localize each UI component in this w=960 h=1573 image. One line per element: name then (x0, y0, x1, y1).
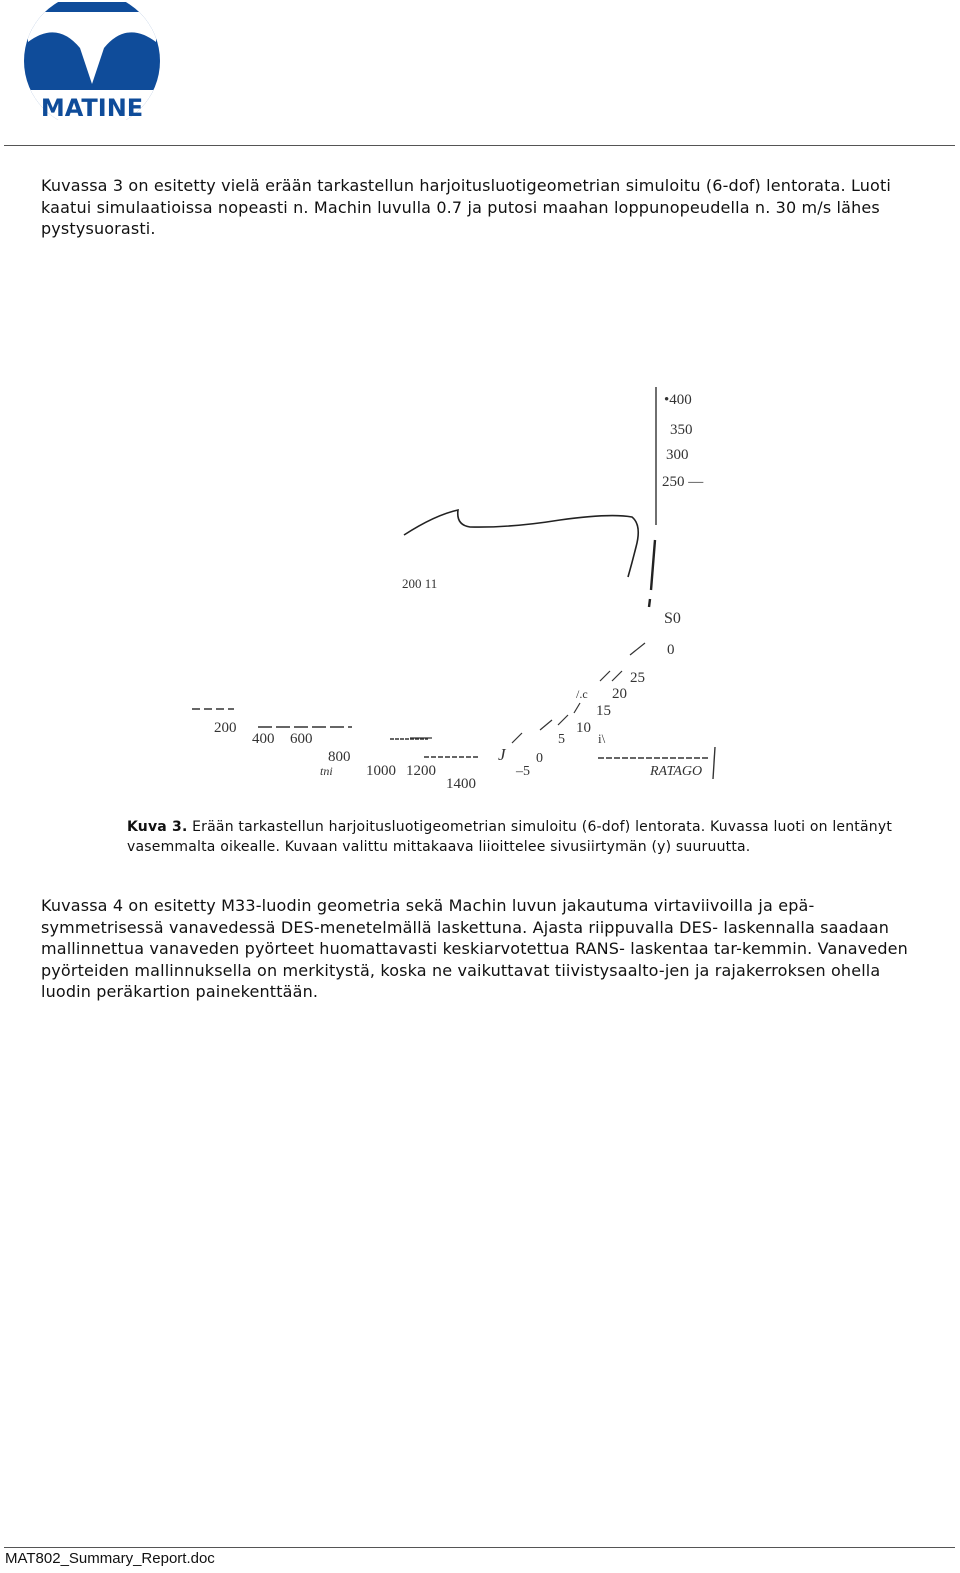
x-label-200: 200 (214, 720, 237, 736)
figure-caption (127, 818, 917, 857)
trajectory-figure (180, 385, 740, 795)
y-label-25: 25 (630, 670, 645, 686)
paragraph-intro: Kuvassa 3 on esitetty vielä erään tarkastellun harjoitusluotigeometrian simuloitu (6-dof) lentorata. Luoti kaatui simulaatioissa nopeasti n. Machin luvulla 0.7 ja putosi maahan loppunopeudella n. 30 m/s lähes pystysuorasti. (41, 176, 891, 238)
x-label-1400: 1400 (446, 776, 476, 792)
y-label-0-bottom: 0 (536, 751, 543, 766)
label-s0: S0 (664, 610, 681, 627)
y-label-minus5: –5 (516, 764, 530, 779)
trajectory-curve (404, 510, 638, 577)
logo-wordmark: MATINE (40, 94, 144, 120)
x-label-1000: 1000 (366, 763, 396, 779)
paragraph-m33: Kuvassa 4 on esitetty M33-luodin geometria sekä Machin luvun jakautuma virtaviivoilla ja epä-symmetrisessä vanavedessä DES-menetelmällä laskettuna. Ajasta riippuvalla DES- laskennalla saadaan mallinnettua vanaveden pyörteet huomattavasti keskiarvotettua RANS- laskentaa tar-kemmin. Vanaveden pyörteiden mallinnuksella on merkitystä, koska ne vaikuttavat tiivistysaalto-jen ja rajakerroksen ohella luodin peräkartion painekenttään. (41, 896, 908, 1001)
y-label-c: /.c (576, 687, 588, 701)
x-label-400: 400 (252, 731, 275, 747)
trajectory-drop (651, 540, 655, 590)
z-label-350: 350 (670, 422, 693, 438)
z-label-250: 250 — (662, 474, 704, 490)
label-j: J (498, 745, 506, 764)
z-label-300: 300 (666, 447, 689, 463)
y-label-0: 0 (667, 642, 675, 658)
x-label-2000: 200 11 (402, 576, 438, 591)
footer-rule (4, 1547, 955, 1548)
matine-logo (22, 2, 162, 120)
header-rule (4, 145, 955, 146)
x-label-1200: 1200 (406, 763, 436, 779)
y-label-20: 20 (612, 686, 627, 702)
footer-filename: MAT802_Summary_Report.doc (5, 1550, 215, 1567)
caption-text: Erään tarkastellun harjoitusluotigeometrian simuloitu (6-dof) lentorata. Kuvassa luoti on lentänyt vasemmalta oikealle. Kuvaan valittu mittakaava liioittelee sivusiirtymän (y) suuruutta. (127, 819, 893, 855)
ground-track (410, 643, 645, 743)
y-label-5: 5 (558, 732, 565, 747)
label-tni: tni (320, 764, 333, 778)
y-label-15: 15 (596, 703, 611, 719)
y-label-10: 10 (576, 720, 591, 736)
trajectory-drop-tail (649, 599, 650, 607)
label-ratago: RATAGO (650, 764, 703, 779)
z-label-400: •400 (664, 392, 692, 408)
x-label-600: 600 (290, 731, 313, 747)
caption-lead: Kuva 3. (127, 819, 188, 835)
x-label-800: 800 (328, 749, 351, 765)
y-label-i: i\ (598, 731, 606, 746)
